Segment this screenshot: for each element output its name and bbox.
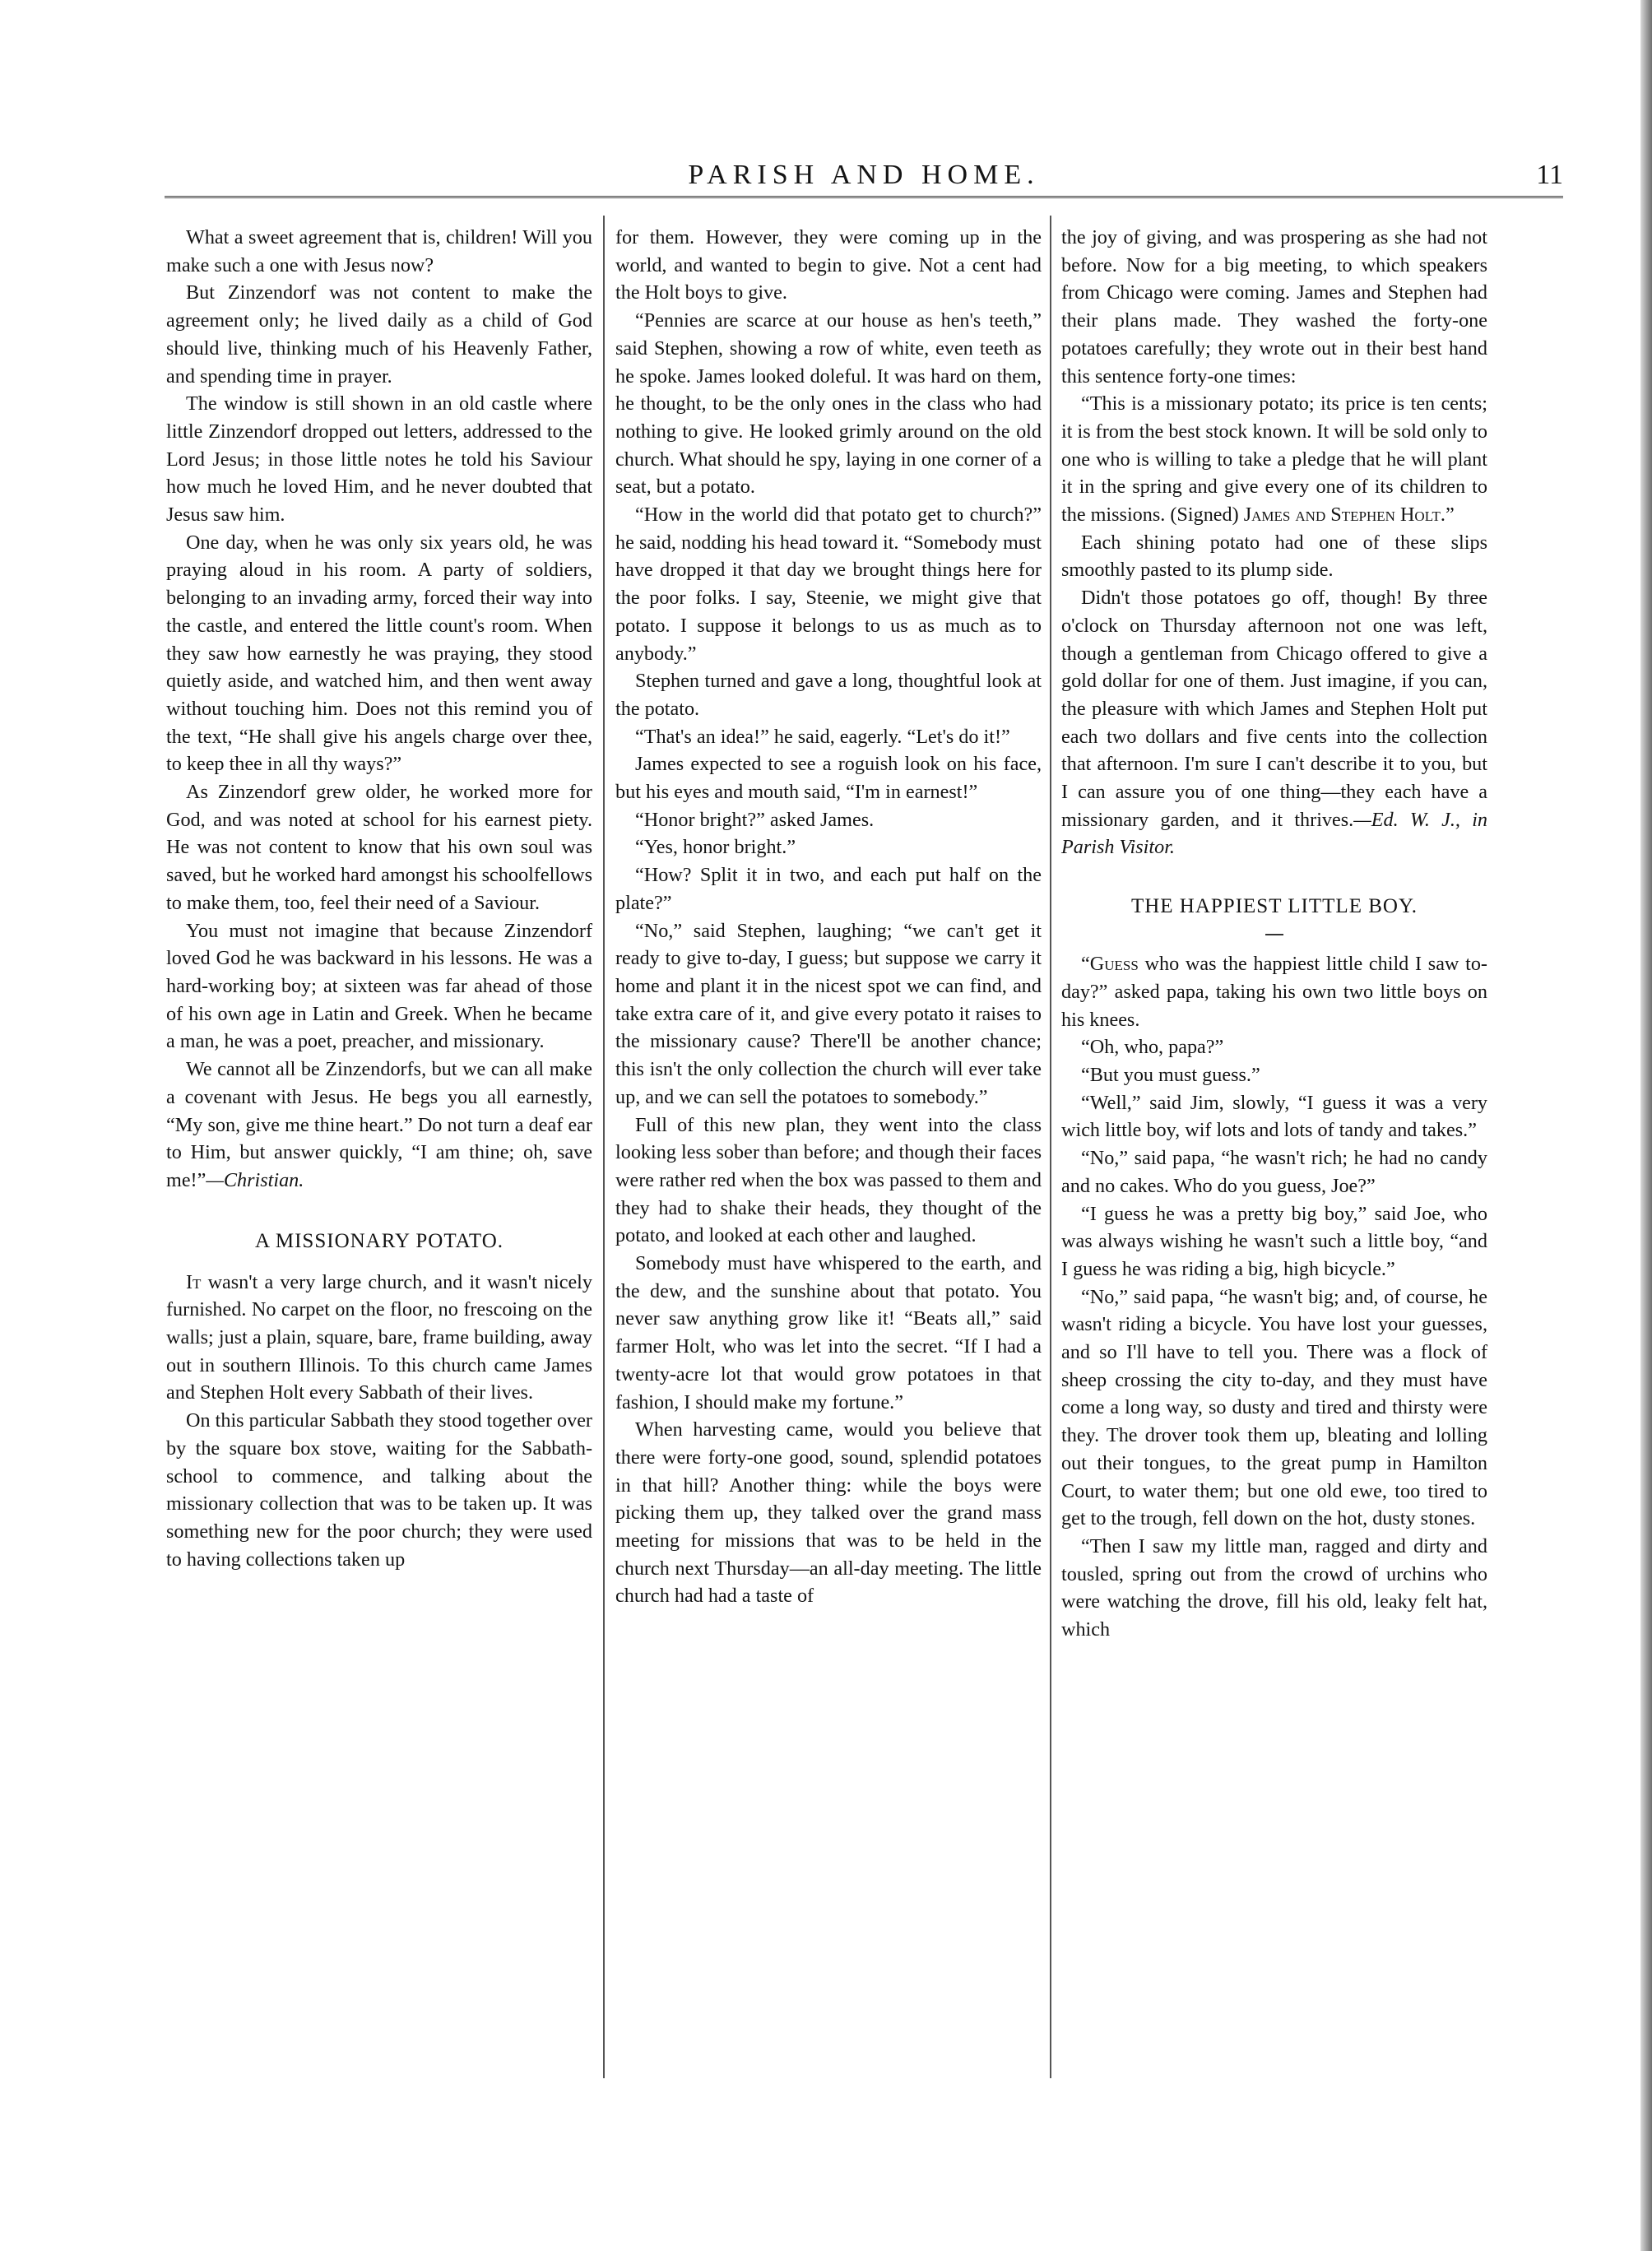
paragraph: “Well,” said Jim, slowly, “I guess it was a very wich little boy, wif lots and lots of tandy and takes.” xyxy=(1061,1091,1487,1142)
paragraph: “Oh, who, papa?” xyxy=(1081,1036,1224,1059)
paragraph: One day, when he was only six years old, he was praying aloud in his room. A party of soldiers, belonging to an invading army, forced their way into the castle, and entered the little count's room. When they saw how earnestly he was praying, they stood quietly aside, and watched him, and then went away without touching him. Does not this remind you of the text, “He shall give his angels charge over thee, to keep thee in all thy ways?” xyxy=(166,531,592,776)
paragraph: What a sweet agreement that is, children! Will you make such a one with Jesus now? xyxy=(166,226,592,276)
paragraph: “But you must guess.” xyxy=(1081,1063,1260,1086)
lead-word: It xyxy=(186,1270,202,1293)
running-title: PARISH AND HOME. xyxy=(688,160,1040,190)
paragraph: When harvesting came, would you believe that there were forty-one good, sound, splendid potatoes in that hill? Another thing: while the boys were picking them up, they talked over the grand mass meeting for missions that was to be held in the church next Thursday—an all-day meeting. The little church had had a taste of xyxy=(615,1418,1042,1608)
paragraph: the joy of giving, and was prospering as she had not before. Now for a big meeting, to which speakers from Chicago were coming. James and Stephen had their plans made. They washed the forty-one potatoes carefully; they wrote out in their best hand this sentence forty-one times: xyxy=(1061,226,1487,388)
article-heading-happiest-little-boy: THE HAPPIEST LITTLE BOY. xyxy=(1130,895,1418,918)
paragraph: “No,” said papa, “he wasn't big; and, of course, he wasn't riding a bicycle. You have lost your guesses, and so I'll have to tell you. There was a flock of sheep crossing the city to-day, and they must have come a long way, so dusty and tired and thirsty were they. The drover took them up, bleating and lolling out their tongues, to the great pump in Hamilton Court, to water them; but one old ewe, too tired to get to the trough, fell down on the hot, dusty stones. xyxy=(1061,1285,1487,1530)
paragraph: “Pennies are scarce at our house as hen's teeth,” said Stephen, showing a row of white, even teeth as he spoke. James looked doleful. It was hard on them, he thought, to be the only ones in the class who had nothing to give. He looked grimly around on the old church. What should he spy, laying in one corner of a seat, but a potato. xyxy=(615,309,1042,499)
signature: James and Stephen Holt.” xyxy=(1243,504,1455,527)
paragraph-text: who was the happiest little child I saw to-day?” asked papa, taking his own two little boys on his knees. xyxy=(1061,953,1487,1031)
paragraph: But Zinzendorf was not content to make the agreement only; he lived daily as a child of God should live, thinking much of his Heavenly Father, and spending time in prayer. xyxy=(166,281,592,388)
paragraph-text: Didn't those potatoes go off, though! By three o'clock on Thursday afternoon not one was left, though a gentleman from Chicago offered to give a gold dollar for one of them. Just imagine, if you can, the pleasure with which James and Stephen Holt put each two dollars and five cents into the collection that afternoon. I'm sure I can't describe it to you, but I can assure you of one thing—they each have a missionary garden, and it thrives. xyxy=(1061,587,1487,831)
paragraph: “I guess he was a pretty big boy,” said Joe, who was always wishing he wasn't such a little boy, “and I guess he was riding a big, high bicycle.” xyxy=(1061,1202,1487,1280)
paragraph: “No,” said Stephen, laughing; “we can't get it ready to give to-day, I guess; but suppose we carry it home and plant it in the nicest spot we can find, and take extra care of it, and give every potato it raises to the missionary cause? There'll be another chance; this isn't the only collection the church will ever take up, and we can sell the potatoes to somebody.” xyxy=(615,919,1042,1108)
paragraph: for them. However, they were coming up in the world, and wanted to begin to give. Not a cent had the Holt boys to give. xyxy=(615,226,1042,304)
paragraph: “How in the world did that potato get to church?” he said, nodding his head toward it. “Somebody must have dropped it that day we brought things here for the poor folks. I say, Steenie, we might give that potato. I suppose it belongs to us as much as to anybody.” xyxy=(615,504,1042,665)
paragraph: As Zinzendorf grew older, he worked more for God, and was noted at school for his earnest piety. He was not content to know that his own soul was saved, but he worked hard amongst his schoolfellows to make them, too, feel their need of a Saviour. xyxy=(166,781,592,914)
page-number: 11 xyxy=(1536,160,1563,190)
column-rule-1 xyxy=(603,216,605,2078)
paragraph xyxy=(1061,950,1487,1033)
paragraph: On this particular Sabbath they stood together over by the square box stove, waiting for the Sabbath-school to commence, and talking about the missionary collection that was to be taken up. It was something new for the poor church; they were used to having collections taken up xyxy=(166,1409,592,1571)
paragraph: Each shining potato had one of these slips smoothly pasted to its plump side. xyxy=(1061,531,1487,582)
column-3 xyxy=(1061,224,1487,1644)
paragraph: Stephen turned and gave a long, thoughtful look at the potato. xyxy=(615,670,1042,720)
paragraph: James expected to see a roguish look on his face, but his eyes and mouth said, “I'm in earnest!” xyxy=(615,753,1042,804)
paragraph: “That's an idea!” he said, eagerly. “Let's do it!” xyxy=(635,725,1010,748)
paragraph: Somebody must have whispered to the earth, and the dew, and the sunshine about that potato. You never saw anything grow like it! “Beats all,” said farmer Holt, who was let into the secret. “If I had a twenty-acre lot that would grow potatoes in that fashion, I should make my fortune.” xyxy=(615,1252,1042,1413)
column-rule-2 xyxy=(1050,216,1051,2078)
paragraph xyxy=(166,1056,592,1195)
paragraph: Full of this new plan, they went into the class looking less sober than before; and though their faces were rather red when the box was passed to them and they had to shake their heads, they thought of the potato, and looked at each other and laughed. xyxy=(615,1113,1042,1247)
paragraph xyxy=(1061,584,1487,861)
header-rule xyxy=(165,196,1563,198)
paragraph-text: “This is a missionary potato; its price is ten cents; it is from the best stock known. It will be sold only to one who is willing to take a pledge that he will plant it in the spring and give every one of its children to the missions. (Signed) xyxy=(1061,392,1487,527)
source-credit: —Christian. xyxy=(206,1168,304,1191)
paragraph: The window is still shown in an old castle where little Zinzendorf dropped out letters, addressed to the Lord Jesus; in those little notes he told his Saviour how much he loved Him, and he never doubted that Jesus saw him. xyxy=(166,392,592,527)
paragraph: “How? Split it in two, and each put half on the plate?” xyxy=(615,864,1042,914)
paragraph: You must not imagine that because Zinzendorf loved God he was backward in his lessons. He was a hard-working boy; at sixteen was far ahead of those of his own age in Latin and Greek. When he became a man, he was a poet, preacher, and missionary. xyxy=(166,919,592,1053)
article-heading-missionary-potato: A MISSIONARY POTATO. xyxy=(254,1229,504,1252)
page-edge-shadow xyxy=(1640,0,1652,2251)
column-1 xyxy=(166,224,592,1573)
paragraph-text: We cannot all be Zinzendorfs, but we can all make a covenant with Jesus. He begs you all earnestly, “My son, give me thine heart.” Do not turn a deaf ear to Him, but answer quickly, “I am thine; oh, save me!” xyxy=(166,1058,592,1191)
paragraph: “Then I saw my little man, ragged and dirty and tousled, spring out from the crowd of urchins who were watching the drove, fill his old, leaky felt hat, which xyxy=(1061,1534,1487,1641)
paragraph-text: wasn't a very large church, and it wasn't nicely furnished. No carpet on the floor, no frescoing on the walls; just a plain, square, bare, frame building, away out in southern Illinois. To this church came James and Stephen Holt every Sabbath of their lives. xyxy=(166,1270,592,1404)
paragraph: “No,” said papa, “he wasn't rich; he had no candy and no cakes. Who do you guess, Joe?” xyxy=(1061,1147,1487,1197)
running-head xyxy=(165,155,1563,196)
heading-dash xyxy=(1265,934,1283,935)
source-credit: —Ed. W. J., in Parish Visitor. xyxy=(1061,808,1488,859)
paragraph xyxy=(166,1269,592,1408)
column-2 xyxy=(615,224,1042,1610)
lead-word: “Guess xyxy=(1081,953,1139,976)
paragraph xyxy=(1061,390,1487,529)
paragraph: “Honor bright?” asked James. xyxy=(635,808,875,831)
paragraph: “Yes, honor bright.” xyxy=(635,836,796,859)
